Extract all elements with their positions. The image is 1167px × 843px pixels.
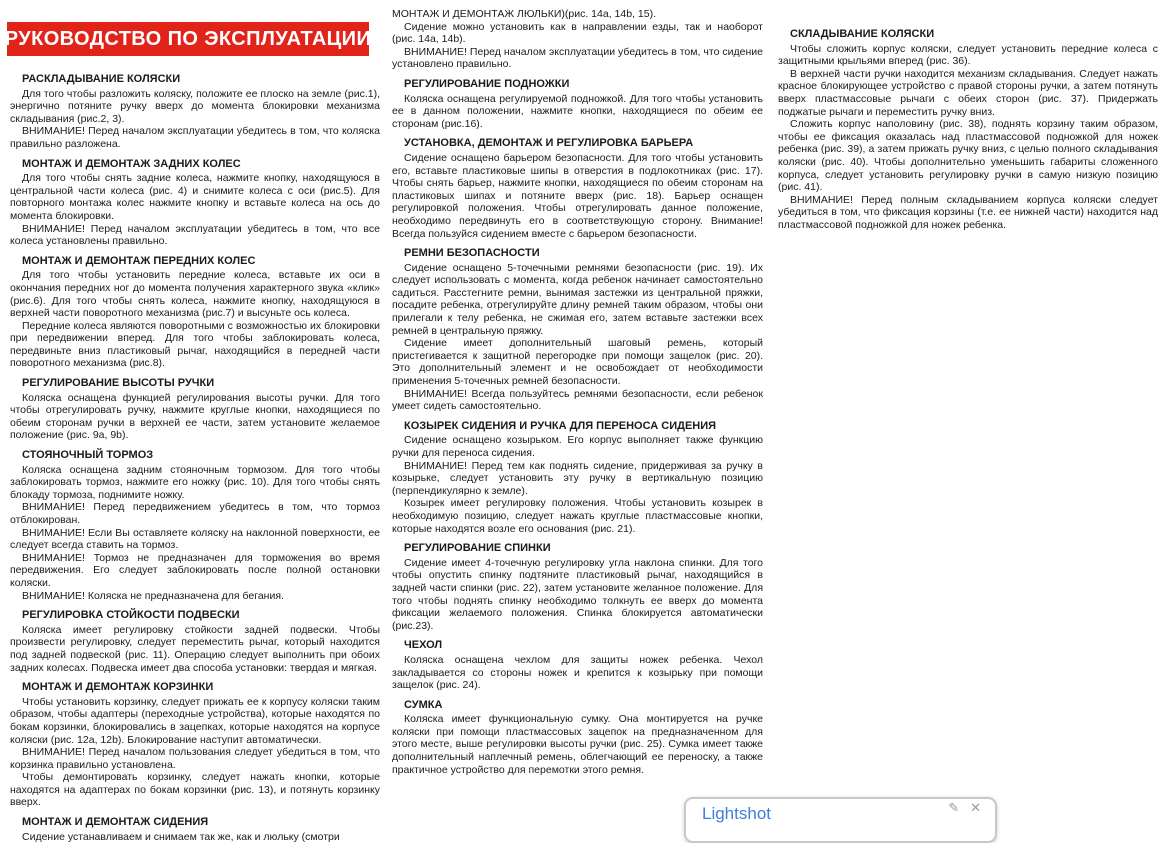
text-column-3 bbox=[778, 21, 1158, 232]
paragraph: Сидение оснащено 5-точечными ремнями безопасности (рис. 19). Их следует использовать с момента, когда ребенок начинает самостоятельно садиться. Расстегните ремни, вынимая застежки из центральной пряжки, посадите ребенка, отрегулируйте длину ремней таким образом, чтобы они прилегали к телу ребенка, не сжимая его, затем вставьте застежки всех ремней в центральную пряжку. bbox=[392, 261, 763, 337]
section-heading: УСТАНОВКА, ДЕМОНТАЖ И РЕГУЛИРОВКА БАРЬЕРА bbox=[404, 137, 694, 150]
paragraph: ВНИМАНИЕ! Перед началом пользования следует убедиться в том, что корзинка правильно установлена. bbox=[10, 746, 380, 771]
section-heading: РЕГУЛИРОВАНИЕ СПИНКИ bbox=[404, 542, 551, 555]
paragraph: Для того чтобы разложить коляску, положите ее плоско на земле (рис.1), энергично потяните ручку вверх до момента блокировки механизма складывания (рис.2, 3). bbox=[10, 87, 380, 125]
paragraph: Коляска оснащена функцией регулирования высоты ручки. Для того чтобы отрегулировать ручку, нажмите круглые кнопки, находящиеся по обеим сторонам ручки в верхней ее части, затем установите желаемое положение (рис. 9a, 9b). bbox=[10, 391, 380, 442]
paragraph: Для того чтобы установить передние колеса, вставьте их оси в окончания передних ног до момента получения характерного звука «клик» (рис.6). Для того чтобы снять колеса, нажмите кнопку, находящуюся в верхней части поворотного механизма (рис.7) и высуньте ось колеса. bbox=[10, 269, 380, 320]
section-heading: РЕГУЛИРОВАНИЕ ПОДНОЖКИ bbox=[404, 77, 570, 90]
paragraph: Коляска оснащена чехлом для защиты ножек ребенка. Чехол закладывается со стороны ножек и крепится к козырьку при помощи защелок (рис. 24). bbox=[392, 653, 763, 692]
paragraph: Сидение устанавливаем и снимаем так же, как и люльку (смотри bbox=[22, 830, 340, 843]
paragraph: Сидение можно установить как в направлении езды, так и наоборот (рис. 14a, 14b). bbox=[392, 20, 763, 46]
text-column-2 bbox=[392, 8, 763, 776]
section-heading: СТОЯНОЧНЫЙ ТОРМОЗ bbox=[22, 449, 154, 462]
paragraph: Для того чтобы снять задние колеса, нажмите кнопку, находящуюся в центральной части колеса (рис. 4) и снимите колеса с оси (рис.5). Для повторного монтажа колес нажмите кнопку и вставьте колеса на ось до момента блокировки. bbox=[10, 172, 380, 222]
section-heading: РАСКЛАДЫВАНИЕ КОЛЯСКИ bbox=[22, 73, 181, 85]
section-heading: МОНТАЖ И ДЕМОНТАЖ КОРЗИНКИ bbox=[22, 681, 214, 694]
section-heading: РЕГУЛИРОВАНИЕ ВЫСОТЫ РУЧКИ bbox=[22, 377, 215, 390]
paragraph: ВНИМАНИЕ! Всегда пользуйтесь ремнями безопасности, если ребенок умеет сидеть самостоятельно. bbox=[392, 387, 763, 413]
pen-icon[interactable]: ✎ bbox=[948, 800, 960, 815]
paragraph: Коляска имеет регулировку стойкости задней подвески. Чтобы произвести регулировку, следует переместить рычаг, который находится под задней подвеской (рис. 11). Операцию следует выполнить при обоих задних колесах. Подвеска имеет два способа установки: твердая и мягкая. bbox=[10, 623, 380, 674]
page-title: РУКОВОДСТВО ПО ЭКСПЛУАТАЦИИ bbox=[4, 27, 372, 50]
paragraph: Коляска оснащена задним стояночным тормозом. Для того чтобы заблокировать тормоз, нажмите его ножку (рис. 10). Для того чтобы снять блокаду тормоза, поднимите ножку. bbox=[10, 463, 380, 501]
paragraph: Козырек имеет регулировку положения. Чтобы установить козырек в необходимую позицию, следует нажать круглые пластмассовые кнопки, которые находятся возле его основания (рис. 21). bbox=[392, 497, 763, 535]
paragraph: Сидение имеет 4-точечную регулировку угла наклона спинки. Для того чтобы опустить спинку подтяните пластиковый рычаг, находящийся в задней части спинки (рис. 22), затем установите желанное положение. Для того чтобы поднять спинку необходимо толкнуть ее вверх до момента фиксации желаемого положения. Спинка блокируется автоматически (рис.23). bbox=[392, 556, 763, 632]
section-heading: КОЗЫРЕК СИДЕНИЯ И РУЧКА ДЛЯ ПЕРЕНОСА СИДЕНИЯ bbox=[404, 419, 717, 432]
paragraph: ВНИМАНИЕ! Коляска не предназначена для бегания. bbox=[22, 589, 284, 602]
paragraph: Передние колеса являются поворотными с возможностью их блокировки при передвижении вперед. Для того чтобы заблокировать колеса, передвиньте вниз пластиковый рычаг, находящийся в передней части поворотного механизма (рис.8). bbox=[10, 319, 380, 370]
paragraph: ВНИМАНИЕ! Перед передвижением убедитесь в том, что тормоз отблокирован. bbox=[10, 501, 380, 526]
section-heading: РЕМНИ БЕЗОПАСНОСТИ bbox=[404, 247, 540, 260]
paragraph: Коляска имеет функциональную сумку. Она монтируется на ручке коляски при помощи пластмассовых зацепок на предназначенном для этого месте, выше регулировки высоты ручки (рис. 25). Сумка имеет также дополнительный наплечный ремень, облегчающий ее переноску, а также практичное устройство для перемотки этого ремня. bbox=[392, 713, 763, 776]
paragraph: Сидение оснащено барьером безопасности. Для того чтобы установить его, вставьте пластиковые шипы в отверстия в подлокотниках (рис. 17). Чтобы снять барьер, нажмите кнопки, находящиеся по обеим сторонам на пластиковых шипах и потяните вверх (рис. 18). Барьер оснащен регулировкой положения. Чтобы отрегулировать данное положение, необходимо передвинуть его в соответствующую сторону. Внимание! Всегда пользуйся сидением вместе с барьером безопасности. bbox=[392, 151, 763, 240]
paragraph: В верхней части ручки находится механизм складывания. Следует нажать красное блокирующее устройство с правой стороны ручки, а затем потянуть вверх пластмассовые рычаги с обеих сторон (рис. 37). Придержать поджатые рычаги и переместить ручку вниз. bbox=[778, 67, 1158, 118]
paragraph: ВНИМАНИЕ! Если Вы оставляете коляску на наклонной поверхности, ее следует всегда ставить на тормоз. bbox=[10, 526, 380, 552]
text-column-1 bbox=[10, 66, 380, 843]
section-heading: ЧЕХОЛ bbox=[404, 639, 443, 652]
screenshot-popup bbox=[684, 797, 997, 843]
section-heading: МОНТАЖ И ДЕМОНТАЖ ЗАДНИХ КОЛЕС bbox=[22, 157, 241, 170]
close-icon[interactable]: ✕ bbox=[970, 800, 981, 815]
section-heading: МОНТАЖ И ДЕМОНТАЖ ПЕРЕДНИХ КОЛЕС bbox=[22, 254, 256, 267]
section-heading: СУМКА bbox=[404, 698, 443, 711]
paragraph: ВНИМАНИЕ! Перед тем как поднять сидение, придерживая за ручку в козырьке, следует установить эту ручку в вертикальную позицию (перпендикулярно к земле). bbox=[392, 459, 763, 497]
paragraph: Чтобы сложить корпус коляски, следует установить передние колеса с защитными крыльями вперед (рис. 36). bbox=[778, 42, 1158, 68]
section-heading: РЕГУЛИРОВКА СТОЙКОСТИ ПОДВЕСКИ bbox=[22, 609, 240, 622]
paragraph: ВНИМАНИЕ! Тормоз не предназначен для торможения во время передвижения. Его следует заблокировать после полной остановки коляски. bbox=[10, 551, 380, 589]
section-heading: МОНТАЖ И ДЕМОНТАЖ СИДЕНИЯ bbox=[22, 816, 209, 829]
paragraph: ВНИМАНИЕ! Перед началом эксплуатации убедитесь в том, что сидение установлено правильно. bbox=[392, 45, 763, 71]
paragraph: ВНИМАНИЕ! Перед полным складыванием корпуса коляски следует убедиться в том, что фиксация корзины (т.е. ее нижней части) находится над пластмассовой подножкой для ножек ребенка. bbox=[778, 193, 1158, 231]
paragraph: Коляска оснащена регулируемой подножкой. Для того чтобы установить ее в данном положении, нажмите кнопки, находящиеся по обеим ее сторонам (рис.16). bbox=[392, 92, 763, 130]
paragraph: Сложить корпус наполовину (рис. 38), поднять корзину таким образом, чтобы ее фиксация оказалась над пластмассовой подножкой для ножек ребенка (рис. 39), а затем прижать ручку вниз, с целью полного складывания коляски (рис. 40). Чтобы дополнительно уменьшить габариты сложенного корпуса, следует установить регулировку ручки в самую низкую позицию (рис. 41). bbox=[778, 118, 1158, 194]
screenshot-link[interactable]: Lightshot bbox=[702, 804, 771, 823]
paragraph: Сидение имеет дополнительный шаговый ремень, который пристегивается к защитной перегородке при помощи защелок (рис. 20). Это дополнительный элемент и не освобождает от необходимости применения 5-точечных ремней безопасности. bbox=[392, 337, 763, 388]
paragraph: Чтобы демонтировать корзинку, следует нажать кнопки, которые находятся на адаптерах по бокам корзинки (рис. 13), и потянуть корзинку вверх. bbox=[10, 771, 380, 809]
section-heading: СКЛАДЫВАНИЕ КОЛЯСКИ bbox=[790, 28, 935, 40]
popup-icon-group bbox=[948, 801, 981, 815]
paragraph: Сидение оснащено козырьком. Его корпус выполняет также функцию ручки для переноса сидения. bbox=[392, 434, 763, 459]
paragraph: ВНИМАНИЕ! Перед началом эксплуатации убедитесь в том, что коляска правильно разложена. bbox=[10, 125, 380, 150]
paragraph: ВНИМАНИЕ! Перед началом эксплуатации убедитесь в том, что все колеса установлены правильно. bbox=[10, 222, 380, 248]
title-banner bbox=[4, 22, 372, 56]
paragraph: МОНТАЖ И ДЕМОНТАЖ ЛЮЛЬКИ)(рис. 14a, 14b, 15). bbox=[392, 8, 656, 20]
paragraph: Чтобы установить корзинку, следует прижать ее к корпусу коляски таким образом, чтобы адаптеры (переходные устройства), которые находятся по бокам корзинки, блокировались в зацепках, которые находятся на корпусе коляски (рис. 12a, 12b). Блокирование наступит автоматически. bbox=[10, 695, 380, 746]
